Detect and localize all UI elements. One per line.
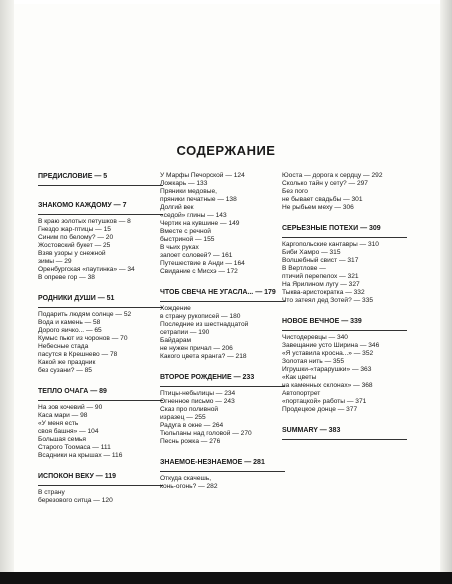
- section-heading[interactable]: СЕРЬЕЗНЫЕ ПОТЕХИ — 309: [282, 225, 381, 232]
- toc-entry[interactable]: Синим по белому? — 20: [38, 234, 114, 241]
- toc-entry[interactable]: Долгий век «седой» глины — 143: [160, 204, 227, 219]
- toc-entry[interactable]: Хождение в страну рукописей — 180: [160, 305, 241, 320]
- section-rule: [38, 307, 163, 308]
- toc-entry[interactable]: В опреве гор — 38: [38, 274, 95, 281]
- toc-entry[interactable]: Откуда скачешь, конь-огонь? — 282: [160, 475, 218, 490]
- toc-entry[interactable]: В Вертлове — птичий перепелох — 321: [282, 265, 359, 280]
- section-spacer: [38, 460, 163, 472]
- section-rule: [160, 301, 285, 302]
- toc-entry[interactable]: Радуга в окне — 264: [160, 422, 224, 429]
- toc-entry[interactable]: Гнездо жар-птицы — 15: [38, 226, 111, 233]
- toc-entry[interactable]: В чьих руках запоет соловей? — 161: [160, 244, 233, 259]
- toc-entry[interactable]: Птицы-небылицы — 234: [160, 390, 236, 397]
- toc-entry[interactable]: Сколько тайн у сету? — 297: [282, 180, 368, 187]
- section-heading[interactable]: НОВОЕ ВЕЧНОЕ — 339: [282, 318, 362, 325]
- toc-entry[interactable]: Всадники на крышах — 116: [38, 452, 123, 459]
- toc-entry[interactable]: Оренбургская «паутинка» — 34: [38, 266, 135, 273]
- toc-entry[interactable]: На Ярилином лугу — 327: [282, 281, 360, 288]
- toc-entry[interactable]: Байдарам не нужен причал — 206: [160, 337, 233, 352]
- toc-entry[interactable]: Не рыбьем меху — 306: [282, 204, 354, 211]
- section-heading[interactable]: РОДНИКИ ДУШИ — 51: [38, 295, 115, 302]
- toc-entry[interactable]: Какого цвета ярангa? — 218: [160, 353, 247, 360]
- section-spacer: [160, 276, 285, 288]
- toc-entry[interactable]: В краю золотых петушков — 8: [38, 218, 131, 225]
- section-rule: [282, 237, 407, 238]
- toc-entry[interactable]: Какой же праздник без сузани? — 85: [38, 359, 96, 374]
- toc-entry[interactable]: Большая семья Старого Тоомаса — 111: [38, 436, 111, 451]
- toc-column-1: [38, 172, 163, 505]
- toc-entry[interactable]: Путешествие в Анди — 164: [160, 260, 245, 267]
- section-spacer: [160, 446, 285, 458]
- toc-entry[interactable]: Жостовский букет — 25: [38, 242, 111, 249]
- toc-entry[interactable]: «У меня есть своя башня» — 104: [38, 420, 99, 435]
- toc-entry[interactable]: Без пого не бывает свадьбы — 301: [282, 188, 363, 203]
- section-rule: [38, 485, 163, 486]
- toc-entry[interactable]: Ложкарь — 133: [160, 180, 208, 187]
- toc-entry[interactable]: «Как цветы на каменных склонах» — 368: [282, 374, 373, 389]
- toc-entry[interactable]: Подарить людям солнце — 52: [38, 311, 132, 318]
- section-rule: [38, 214, 163, 215]
- section-heading[interactable]: ВТОРОЕ РОЖДЕНИЕ — 233: [160, 374, 255, 381]
- toc-entry[interactable]: Автопортрет «портацкой» работы — 371: [282, 390, 367, 405]
- section-spacer: [160, 361, 285, 373]
- toc-entry[interactable]: Каргопольские кантавры — 310: [282, 241, 379, 248]
- toc-entry[interactable]: Свидание с Мисхэ — 172: [160, 268, 238, 275]
- toc-entry[interactable]: Что затеял дед Зотей? — 335: [282, 297, 374, 304]
- toc-entry[interactable]: Золотая нить — 355: [282, 358, 345, 365]
- toc-entry[interactable]: Волшебный свист — 317: [282, 257, 359, 264]
- toc-entry[interactable]: Тыква-аристократка — 332: [282, 289, 365, 296]
- section-heading[interactable]: ЗНАКОМО КАЖДОМУ — 7: [38, 202, 127, 209]
- toc-entry[interactable]: Кумыс пьют из чоронов — 70: [38, 335, 128, 342]
- toc-entry[interactable]: У Марфы Печорской — 124: [160, 172, 245, 179]
- toc-entry[interactable]: Каса мари — 98: [38, 412, 88, 419]
- section-spacer: [282, 212, 407, 224]
- toc-entry[interactable]: Юоста — дорога к сердцу — 292: [282, 172, 383, 179]
- toc-entry[interactable]: Вода и камень — 58: [38, 319, 101, 326]
- toc-entry[interactable]: Пряники медовые, пряники печатные — 138: [160, 188, 237, 203]
- section-rule: [160, 386, 285, 387]
- toc-entry[interactable]: Продецкое донце — 377: [282, 406, 358, 413]
- toc-entry[interactable]: Чистодеревцы — 340: [282, 334, 348, 341]
- toc-column-2: [160, 172, 285, 491]
- toc-column-3: [282, 172, 407, 443]
- section-heading[interactable]: ЧТОБ СВЕЧА НЕ УГАСЛА... — 179: [160, 289, 276, 296]
- toc-entry[interactable]: Тюльпаны над головой — 270: [160, 430, 252, 437]
- section-rule: [282, 439, 407, 440]
- section-spacer: [282, 414, 407, 426]
- toc-entry[interactable]: Завещание усто Ширина — 346: [282, 342, 380, 349]
- toc-entry[interactable]: Огненное письмо — 243: [160, 398, 235, 405]
- toc-entry[interactable]: Вместе с речной быстриной — 155: [160, 228, 215, 243]
- toc-entry[interactable]: Небесные стада пасутся в Крешнево — 78: [38, 343, 118, 358]
- section-heading[interactable]: SUMMARY — 383: [282, 427, 341, 434]
- section-rule: [38, 185, 163, 186]
- section-heading[interactable]: ПРЕДИСЛОВИЕ — 5: [38, 173, 108, 180]
- toc-entry[interactable]: В страну березового ситца — 120: [38, 489, 113, 504]
- section-rule: [38, 400, 163, 401]
- toc-entry[interactable]: Чертик на кувшине — 149: [160, 220, 240, 227]
- section-rule: [282, 330, 407, 331]
- page-title: СОДЕРЖАНИЕ: [176, 143, 276, 158]
- toc-entry[interactable]: Последние из шестнадцатой сетрапии — 190: [160, 321, 249, 336]
- section-spacer: [38, 282, 163, 294]
- toc-entry[interactable]: Сказ про поливной изразец — 255: [160, 406, 219, 421]
- page-right-edge: [440, 0, 452, 584]
- section-heading[interactable]: ИСПОКОН ВЕКУ — 119: [38, 473, 116, 480]
- toc-entry[interactable]: Дорого яичко... — 65: [38, 327, 102, 334]
- section-heading[interactable]: ЗНАЕМОЕ-НЕЗНАЕМОЕ — 281: [160, 459, 265, 466]
- page-left-edge: [0, 0, 14, 584]
- scan-bottom-bar: [0, 572, 452, 584]
- section-heading[interactable]: ТЕПЛО ОЧАГА — 89: [38, 388, 107, 395]
- toc-entry[interactable]: Взяв узоры у снежной зимы — 29: [38, 250, 106, 265]
- toc-entry[interactable]: Биби Хамро — 315: [282, 249, 341, 256]
- section-spacer: [38, 189, 163, 201]
- toc-entry[interactable]: «Я уставила кросна...» — 352: [282, 350, 374, 357]
- toc-entry[interactable]: Игрушки-«тарарушки» — 363: [282, 366, 372, 373]
- toc-entry[interactable]: Песнь рожка — 276: [160, 438, 221, 445]
- section-spacer: [38, 375, 163, 387]
- section-spacer: [282, 305, 407, 317]
- section-rule: [160, 471, 285, 472]
- toc-entry[interactable]: На зов кочевий — 90: [38, 404, 103, 411]
